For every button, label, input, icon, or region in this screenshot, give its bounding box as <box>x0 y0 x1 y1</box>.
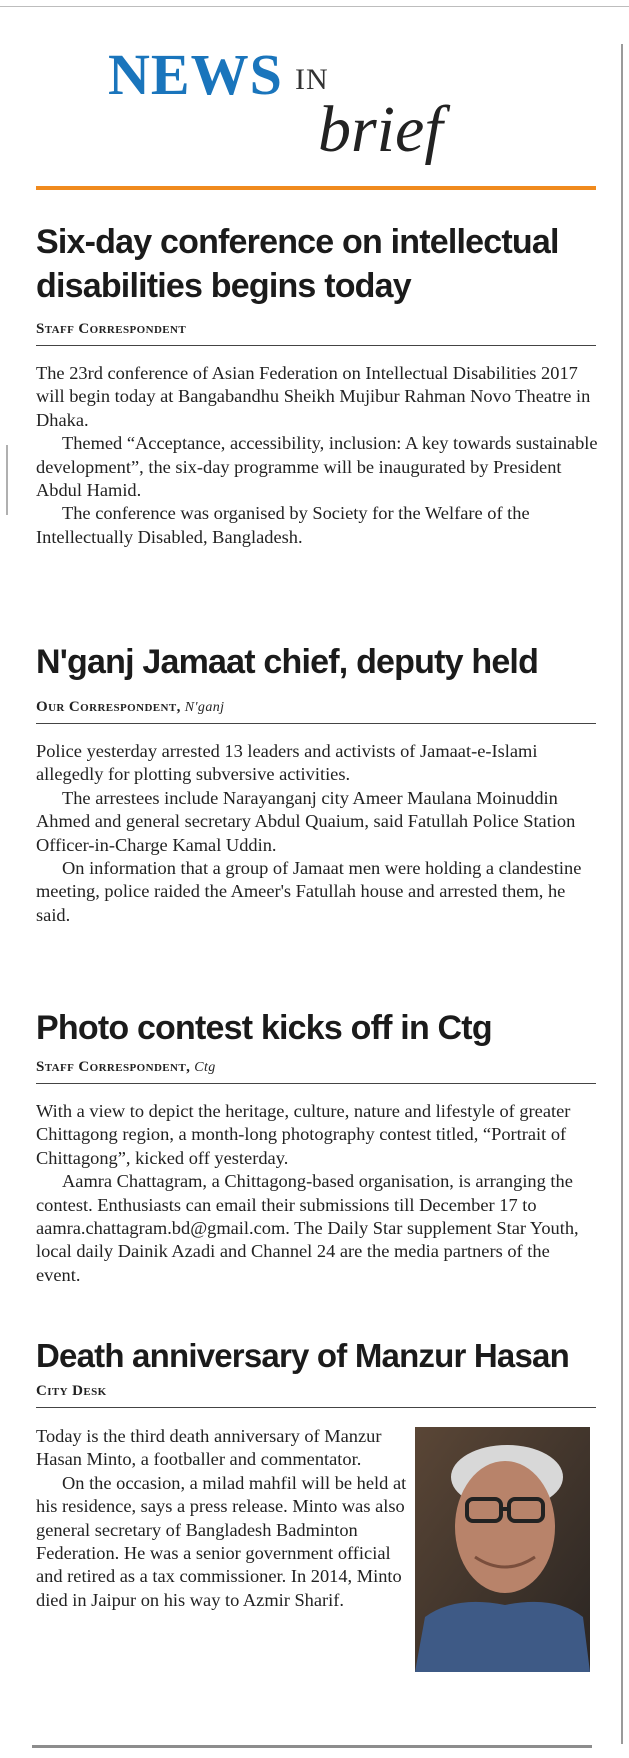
byline-rule <box>36 1083 596 1084</box>
masthead-news: NEWS <box>108 42 283 107</box>
article-body <box>36 1100 598 1287</box>
byline-author: Staff Correspondent, <box>36 1059 191 1075</box>
paragraph: Aamra Chattagram, a Chittagong-based organisation, is arranging the contest. Enthusiasts can email their submissions till December 17 to aamra.chattagram.bd@gmail.com. The Daily Star supplement Star Youth, local daily Dainik Azadi and Channel 24 are the media partners of the event. <box>36 1171 579 1285</box>
article-byline <box>36 699 224 716</box>
paragraph: The 23rd conference of Asian Federation on Intellectual Disabilities 2017 will begin today at Bangabandhu Sheikh Mujibur Rahman Novo Theatre in Dhaka. <box>36 363 591 430</box>
article-byline <box>36 1059 216 1076</box>
paragraph: Themed “Acceptance, accessibility, inclusion: A key towards sustainable development”, the six-day programme will be inaugurated by President Abdul Hamid. <box>36 433 598 501</box>
masthead-in: IN <box>295 63 329 96</box>
paragraph: Today is the third death anniversary of Manzur Hasan Minto, a footballer and commentator. <box>36 1426 382 1470</box>
portrait-image <box>415 1427 590 1672</box>
left-margin-mark <box>6 445 8 515</box>
article-body <box>36 362 598 549</box>
article-byline <box>36 321 186 338</box>
article-headline: Death anniversary of Manzur Hasan <box>36 1337 569 1374</box>
article-body <box>36 1425 416 1612</box>
paragraph: On the occasion, a milad mahfil will be held at his residence, says a press release. Minto was also general secretary of Bangladesh Badminton Federation. He was a senior government official and retired as a tax commissioner. In 2014, Minto died in Jaipur on his way to Azmir Sharif. <box>36 1472 407 1610</box>
top-border <box>0 6 629 7</box>
byline-author: Staff Correspondent <box>36 321 187 337</box>
paragraph: The arrestees include Narayanganj city Ameer Maulana Moinuddin Ahmed and general secretary Abdul Quaium, said Fatullah Police Station Officer-in-Charge Kamal Uddin. <box>36 787 576 855</box>
portrait-photo <box>415 1427 590 1672</box>
byline-author: Our Correspondent, <box>36 699 181 715</box>
byline-author: City Desk <box>36 1383 107 1399</box>
paragraph: The conference was organised by Society for the Welfare of the Intellectually Disabled, Bangladesh. <box>36 503 530 547</box>
article-headline: Photo contest kicks off in Ctg <box>36 1009 492 1047</box>
byline-rule <box>36 723 596 724</box>
article-body <box>36 740 598 927</box>
byline-rule <box>36 345 596 346</box>
masthead-underline <box>36 186 596 190</box>
byline-place: Ctg <box>194 1060 216 1075</box>
byline-place: N'ganj <box>184 700 225 715</box>
byline-rule <box>36 1407 596 1408</box>
paragraph: Police yesterday arrested 13 leaders and activists of Jamaat-e-Islami allegedly for plotting subversive activities. <box>36 741 538 785</box>
article-headline: N'ganj Jamaat chief, deputy held <box>36 643 539 681</box>
masthead-brief: brief <box>318 93 443 166</box>
article-headline: Six-day conference on intellectual disabilities begins today <box>36 223 559 305</box>
right-column-rule <box>621 44 623 1744</box>
paragraph: On information that a group of Jamaat men were holding a clandestine meeting, police raided the Ameer's Fatullah house and arrested them, he said. <box>36 858 582 925</box>
article-byline <box>36 1383 107 1400</box>
paragraph: With a view to depict the heritage, culture, nature and lifestyle of greater Chittagong region, a month-long photography contest titled, “Portrait of Chittagong”, kicked off yesterday. <box>36 1101 571 1168</box>
bottom-border <box>32 1745 592 1748</box>
section-masthead <box>78 40 548 175</box>
